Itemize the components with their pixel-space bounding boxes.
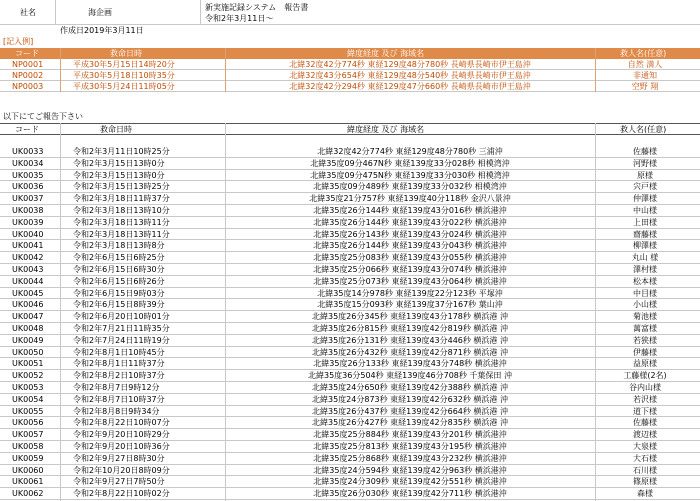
row-name: 自然 満人 (627, 60, 663, 69)
row-code: UK0048 (12, 324, 44, 333)
row-name: 齋藤様 (633, 229, 657, 239)
row-code: NP0001 (12, 60, 44, 69)
row-datetime: 令和2年7月24日11時19分 (73, 335, 170, 345)
col-datetime: 救命日時 (100, 125, 132, 134)
column-divider (225, 48, 226, 92)
row-name: 宍戸様 (633, 182, 657, 192)
row-location: 北緯32度42分294秒 東経129度47分660秒 長崎県長崎市伊王島沖 (289, 82, 531, 91)
header-divider (55, 0, 56, 24)
row-name: 工藤様(2名) (623, 371, 667, 381)
row-name: 若沢様 (633, 394, 657, 404)
row-location: 北緯35度09分489秒 東経139度33分032秒 相模湾沖 (313, 182, 507, 192)
row-location: 北緯35度25分073秒 東経139度43分064秒 横浜港沖 (313, 276, 507, 286)
row-name: 中山様 (633, 206, 657, 215)
row-code: UK0051 (12, 359, 44, 369)
row-datetime: 令和2年9月27日7時50分 (73, 477, 165, 487)
row-name: 上田様 (633, 217, 657, 227)
row-name: 非通知 (633, 71, 657, 80)
row-name: 篠原様 (633, 477, 657, 487)
col-code: コード (15, 125, 39, 134)
row-datetime: 令和2年8月22日10時07分 (73, 418, 170, 428)
row-datetime: 令和2年3月11日10時25分 (73, 147, 170, 156)
row-location: 北緯35度24分873秒 東経139度42分632秒 横浜港 沖 (312, 394, 508, 404)
column-divider (60, 123, 61, 501)
row-code: UK0040 (12, 229, 44, 239)
row-name: 道下様 (633, 406, 657, 416)
row-name: 澤村様 (633, 265, 657, 274)
row-location: 北緯35度25分066秒 東経139度43分074秒 横浜港沖 (313, 265, 507, 274)
row-location: 北緯35度09分467N秒 東経139度33分028秒 相模湾沖 (310, 158, 510, 168)
row-location: 北緯35度26分131秒 東経139度43分446秒 横浜港 沖 (312, 335, 508, 345)
row-location: 北緯32度43分654秒 東経129度48分540秒 長崎県長崎市伊王島沖 (289, 71, 531, 80)
row-name: 松本様 (633, 276, 657, 286)
row-datetime: 令和2年8月1日10時45分 (73, 347, 165, 357)
col-location: 緯度経度 及び 海域名 (347, 125, 425, 134)
row-code: UK0058 (12, 442, 44, 451)
row-datetime: 令和2年3月18日13時8分 (73, 241, 165, 251)
row-code: UK0062 (12, 489, 44, 499)
row-name: 大泉様 (633, 442, 657, 451)
row-code: UK0053 (12, 383, 44, 392)
row-name: 丸山 様 (631, 253, 659, 263)
row-code: UK0045 (12, 288, 44, 298)
row-datetime: 令和2年8月7日9時12分 (73, 383, 160, 392)
row-name: 原様 (637, 170, 653, 180)
row-code: UK0056 (12, 418, 44, 428)
row-code: UK0060 (12, 465, 44, 475)
row-datetime: 平成30年5月24日11時05分 (73, 82, 175, 91)
row-name: 柳澤様 (633, 241, 657, 251)
row-datetime: 令和2年8月1日11時37分 (73, 359, 165, 369)
row-location: 北緯35度26分345秒 東経139度43分178秒 横浜港 沖 (312, 312, 508, 322)
row-datetime: 令和2年9月27日8時30分 (73, 453, 165, 463)
row-datetime: 令和2年9月20日10時36分 (73, 442, 170, 451)
row-location: 北緯35度24分650秒 東経139度42分388秒 横浜港 沖 (312, 383, 508, 392)
row-location: 北緯35度25分813秒 東経139度43分195秒 横浜港沖 (313, 442, 507, 451)
row-datetime: 令和2年3月15日13時25分 (73, 182, 170, 192)
column-divider (595, 123, 596, 501)
header-divider (200, 0, 201, 24)
row-name: 小山様 (633, 300, 657, 310)
row-datetime: 令和2年8月8日9時34分 (73, 406, 160, 416)
row-location: 北緯35度25分868秒 東経139度43分232秒 横浜港沖 (313, 453, 507, 463)
row-location: 北緯35度26分133秒 東経139度43分748秒 横浜港沖 (313, 359, 507, 369)
report-section-label: 以下にてご報告下さい (3, 112, 83, 121)
row-location: 北緯35度26分144秒 東経139度43分043秒 横浜港沖 (313, 241, 507, 251)
col-code: コード (15, 49, 39, 58)
row-code: UK0052 (12, 371, 44, 381)
system-title: 新実施記録システム 報告書 (205, 3, 309, 12)
row-name: 大石様 (633, 453, 657, 463)
row-name: 仲澤様 (633, 194, 657, 204)
row-name: 益原様 (633, 359, 657, 369)
row-code: UK0037 (12, 194, 44, 204)
row-datetime: 令和2年8月7日10時37分 (73, 394, 165, 404)
row-code: UK0033 (12, 147, 44, 156)
row-datetime: 令和2年7月21日11時35分 (73, 324, 170, 333)
row-datetime: 令和2年6月20日10時01分 (73, 312, 170, 322)
row-name: 渡辺様 (633, 430, 657, 440)
row-datetime: 令和2年9月20日10時29分 (73, 430, 170, 440)
row-code: UK0057 (12, 430, 44, 440)
row-code: UK0059 (12, 453, 44, 463)
row-location: 北緯35度26分437秒 東経139度42分664秒 横浜港 沖 (312, 406, 508, 416)
row-name: 空野 翔 (631, 82, 659, 91)
row-name: 萬富様 (633, 324, 657, 333)
row-code: UK0050 (12, 347, 44, 357)
column-divider (595, 48, 596, 92)
row-location: 北緯32度42分774秒 東経129度48分780秒 長崎県長崎市伊王島沖 (289, 60, 531, 69)
row-datetime: 令和2年3月18日13時10分 (73, 206, 170, 215)
row-location: 北緯35度15分093秒 東経139度37分167秒 葉山沖 (317, 300, 503, 310)
column-divider (225, 123, 226, 501)
col-name: 救人名(任意) (620, 125, 667, 134)
row-location: 北緯35度26分030秒 東経139度42分711秒 横浜港沖 (313, 489, 507, 499)
row-name: 伊藤様 (633, 347, 657, 357)
header-rule (0, 24, 700, 25)
row-datetime: 令和2年3月15日13時0分 (73, 158, 165, 168)
row-name: 谷内山様 (629, 383, 661, 392)
row-code: UK0044 (12, 276, 44, 286)
sample-section-label: [記入例] (3, 37, 34, 46)
row-datetime: 令和2年3月18日13時11分 (73, 217, 170, 227)
row-code: NP0002 (12, 71, 44, 80)
company-name: 海企画 (88, 8, 112, 17)
row-location: 北緯35度26分427秒 東経139度42分835秒 横浜港 沖 (312, 418, 508, 428)
company-label: 社名 (20, 8, 36, 17)
row-datetime: 令和2年6月15日9時03分 (73, 288, 165, 298)
row-code: UK0046 (12, 300, 44, 310)
row-datetime: 平成30年5月18日10時35分 (73, 71, 175, 80)
row-datetime: 令和2年3月15日13時0分 (73, 170, 165, 180)
row-datetime: 令和2年8月2日10時37分 (73, 371, 165, 381)
row-location: 北緯35度36分504秒 東経139度46分708秒 千葉保田 沖 (308, 371, 512, 381)
row-location: 北緯35度25分884秒 東経139度43分201秒 横浜港沖 (313, 430, 507, 440)
row-datetime: 令和2年3月18日11時37分 (73, 194, 170, 204)
row-name: 森様 (637, 489, 653, 499)
report-period: 令和2年3月11日～ (205, 14, 274, 23)
row-code: UK0034 (12, 158, 44, 168)
row-code: UK0049 (12, 335, 44, 345)
row-name: 若狭様 (633, 335, 657, 345)
row-code: UK0043 (12, 265, 44, 274)
col-name: 救人名(任意) (620, 49, 667, 58)
row-datetime: 令和2年6月15日6時30分 (73, 265, 165, 274)
col-datetime: 救命日時 (110, 49, 142, 58)
row-code: UK0041 (12, 241, 44, 251)
row-location: 北緯35度24分594秒 東経139度42分963秒 横浜港沖 (313, 465, 507, 475)
row-code: UK0035 (12, 170, 44, 180)
row-datetime: 令和2年6月15日6時26分 (73, 276, 165, 286)
row-location: 北緯35度14分978秒 東経139度22分123秒 平塚沖 (317, 288, 503, 298)
row-code: UK0055 (12, 406, 44, 416)
row-name: 河野様 (633, 158, 657, 168)
row-name: 佐藤様 (633, 147, 657, 156)
row-name: 中目様 (633, 288, 657, 298)
row-code: NP0003 (12, 82, 44, 91)
column-divider (60, 48, 61, 92)
row-code: UK0047 (12, 312, 44, 322)
row-code: UK0061 (12, 477, 44, 487)
row-code: UK0042 (12, 253, 44, 263)
row-location: 北緯35度26分144秒 東経139度43分022秒 横浜港沖 (313, 217, 507, 227)
row-code: UK0038 (12, 206, 44, 215)
row-name: 佐藤様 (633, 418, 657, 428)
row-datetime: 令和2年8月22日10時02分 (73, 489, 170, 499)
row-location: 北緯35度26分144秒 東経139度43分016秒 横浜港沖 (313, 206, 507, 215)
row-location: 北緯35度09分475N秒 東経139度33分030秒 相模湾沖 (310, 170, 510, 180)
created-date: 作成日2019年3月11日 (60, 26, 144, 35)
row-datetime: 令和2年3月18日13時11分 (73, 229, 170, 239)
col-location: 緯度経度 及び 海域名 (347, 49, 425, 58)
row-code: UK0036 (12, 182, 44, 192)
row-location: 北緯35度25分083秒 東経139度43分055秒 横浜港沖 (313, 253, 507, 263)
row-location: 北緯35度24分309秒 東経139度42分551秒 横浜港沖 (313, 477, 507, 487)
row-code: UK0039 (12, 217, 44, 227)
row-datetime: 令和2年6月15日8時39分 (73, 300, 165, 310)
row-code: UK0054 (12, 394, 44, 404)
row-datetime: 令和2年6月15日6時25分 (73, 253, 165, 263)
row-datetime: 平成30年5月15日14時20分 (73, 60, 175, 69)
row-location: 北緯35度21分757秒 東経139度40分118秒 金沢八景沖 (309, 194, 511, 204)
row-location: 北緯35度26分432秒 東経139度42分871秒 横浜港 沖 (312, 347, 508, 357)
row-location: 北緯32度42分774秒 東経129度48分780秒 三浦沖 (317, 147, 503, 156)
row-location: 北緯35度26分815秒 東経139度42分819秒 横浜港 沖 (312, 324, 508, 333)
row-name: 菊池様 (633, 312, 657, 322)
row-datetime: 令和2年10月20日8時09分 (73, 465, 170, 475)
row-name: 石川様 (633, 465, 657, 475)
row-location: 北緯35度26分143秒 東経139度43分024秒 横浜港沖 (313, 229, 507, 239)
